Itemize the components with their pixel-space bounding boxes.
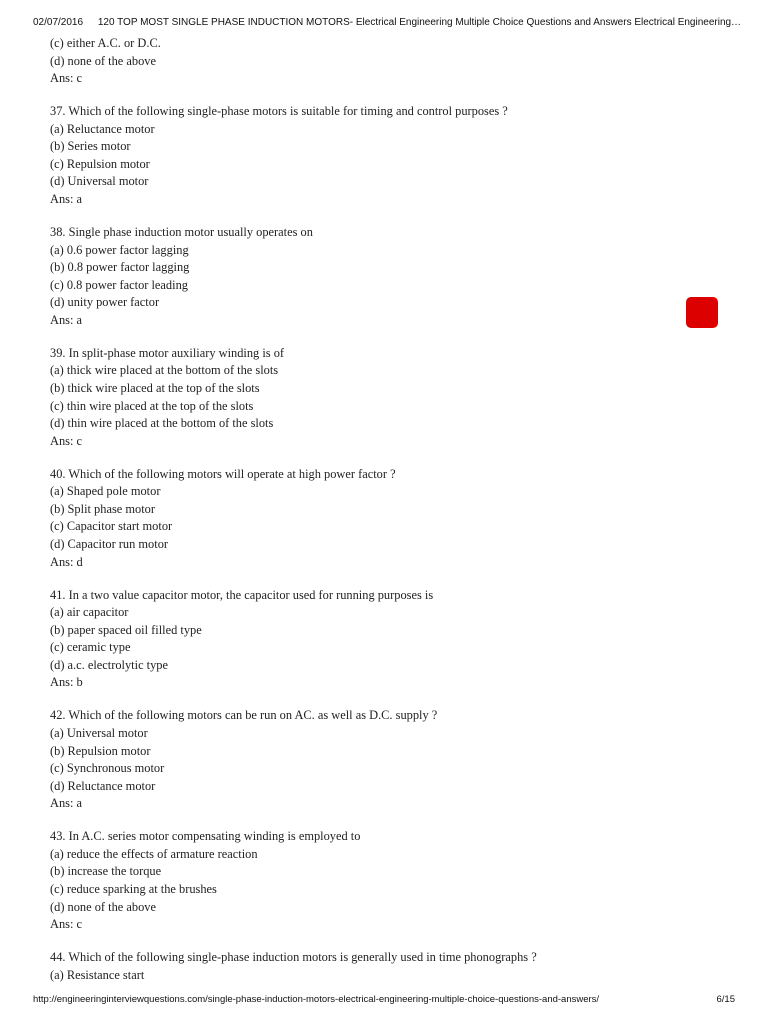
option-line: (d) unity power factor xyxy=(50,295,160,310)
answer-line: Ans: c xyxy=(50,71,83,86)
option-line: (d) Capacitor run motor xyxy=(50,537,169,552)
print-footer xyxy=(33,994,735,1005)
question-text: 43. In A.C. series motor compensating winding is employed to xyxy=(50,829,361,844)
print-page-title: 120 TOP MOST SINGLE PHASE INDUCTION MOTORS- Electrical Engineering Multiple Choice Questions and Answers Electrical Engineering… xyxy=(97,17,742,28)
option-line: (a) Shaped pole motor xyxy=(50,484,161,499)
option-line: (d) Reluctance motor xyxy=(50,778,156,793)
page-number: 6/15 xyxy=(716,994,735,1005)
question-text: 44. Which of the following single-phase induction motors is generally used in time phonographs ? xyxy=(50,950,537,965)
option-line: (b) paper spaced oil filled type xyxy=(50,622,202,637)
option-line: (c) either A.C. or D.C. xyxy=(50,36,161,50)
page-url: http://engineeringinterviewquestions.com/single-phase-induction-motors-electrical-engineering-multiple-choice-questions-and-answers/ xyxy=(33,994,600,1005)
question-text: 37. Which of the following single-phase motors is suitable for timing and control purposes ? xyxy=(50,104,508,119)
option-line: (b) thick wire placed at the top of the slots xyxy=(50,380,260,395)
option-line: (b) increase the torque xyxy=(50,864,162,879)
option-line: (c) Repulsion motor xyxy=(50,156,150,171)
print-date: 02/07/2016 xyxy=(33,17,84,28)
answer-line: Ans: a xyxy=(50,312,83,327)
question-text: 42. Which of the following motors can be run on AC. as well as D.C. supply ? xyxy=(50,708,438,723)
answer-line: Ans: b xyxy=(50,675,83,690)
question-text: 39. In split-phase motor auxiliary winding is of xyxy=(50,345,285,360)
option-line: (a) thick wire placed at the bottom of the slots xyxy=(50,363,279,378)
print-header xyxy=(33,17,753,28)
answer-line: Ans: c xyxy=(50,917,83,932)
option-line: (b) 0.8 power factor lagging xyxy=(50,260,190,275)
question-list xyxy=(50,35,730,1000)
option-line: (a) 0.6 power factor lagging xyxy=(50,242,189,257)
option-line: (d) a.c. electrolytic type xyxy=(50,657,168,672)
question-text: 38. Single phase induction motor usually operates on xyxy=(50,224,313,239)
option-line: (a) Universal motor xyxy=(50,725,148,740)
question-block xyxy=(50,707,730,813)
option-line: (b) Series motor xyxy=(50,139,131,154)
answer-line: Ans: c xyxy=(50,433,83,448)
answer-line: Ans: a xyxy=(50,192,83,207)
answer-line: Ans: d xyxy=(50,554,83,569)
question-block xyxy=(50,828,730,934)
option-line: (c) Synchronous motor xyxy=(50,761,165,776)
option-line: (d) thin wire placed at the bottom of the slots xyxy=(50,416,274,431)
option-line: (c) reduce sparking at the brushes xyxy=(50,882,217,897)
question-block xyxy=(50,103,730,209)
option-line: (b) Split phase motor xyxy=(50,501,155,516)
question-block xyxy=(50,224,730,330)
floating-action-button[interactable] xyxy=(686,297,718,328)
option-line: (c) 0.8 power factor leading xyxy=(50,277,188,292)
question-block xyxy=(50,345,730,451)
option-line: (a) Reluctance motor xyxy=(50,121,155,136)
option-line: (c) thin wire placed at the top of the slots xyxy=(50,398,254,413)
question-text: 41. In a two value capacitor motor, the capacitor used for running purposes is xyxy=(50,587,434,602)
option-line: (a) Resistance start xyxy=(50,967,145,982)
question-block xyxy=(50,466,730,572)
option-line: (d) none of the above xyxy=(50,53,156,68)
option-line: (d) Universal motor xyxy=(50,174,149,189)
option-line: (d) none of the above xyxy=(50,899,156,914)
answer-line: Ans: a xyxy=(50,796,83,811)
option-line: (c) ceramic type xyxy=(50,640,131,655)
question-block xyxy=(50,587,730,693)
option-line: (b) Repulsion motor xyxy=(50,743,151,758)
option-line: (a) reduce the effects of armature reaction xyxy=(50,846,258,861)
question-block xyxy=(50,35,730,88)
question-text: 40. Which of the following motors will operate at high power factor ? xyxy=(50,466,396,481)
option-line: (a) air capacitor xyxy=(50,605,129,620)
option-line: (c) Capacitor start motor xyxy=(50,519,173,534)
question-block xyxy=(50,949,730,984)
